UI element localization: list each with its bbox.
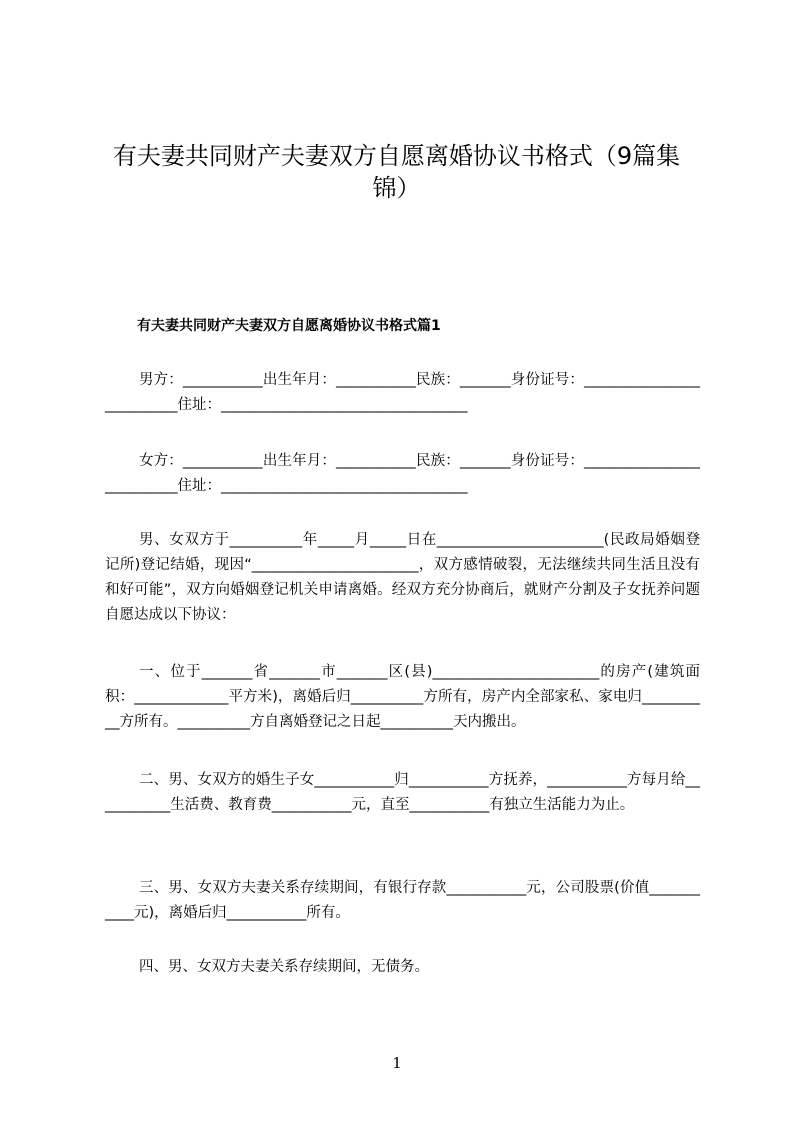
savings-clause: 三、男、女双方夫妻关系存续期间，有银行存款___________元，公司股票(价值___________元)，离婚后归___________所有。 [105,880,700,921]
page-number: 1 [392,1054,402,1072]
property-clause: 一、位于_______省_______市_______区(县)_______________________的房产(建筑面积：_____________平方米)，离婚后归__________方所有，房产内全部家私、家电归__________方所有。__________方自离婚登记之日起__________天内搬出。 [105,664,700,730]
male-party-info: 男方：___________出生年月：___________民族：_______身份证号：__________________________住址：__________________________________ [105,372,700,413]
debt-clause: 四、男、女双方夫妻关系存续期间，无债务。 [139,959,429,975]
marriage-registration-paragraph: 男、女双方于__________年_____月_____日在_______________________(民政局婚姻登记所)登记结婚，现因“_______________________，双方感情破裂，无法继续共同生活且没有和好可能”，双方向婚姻登记机关申请离婚。经双方充分协商后，就财产分割及子女抚养问题自愿达成以下协议： [105,532,700,623]
document-title: 有夫妻共同财产夫妻双方自愿离婚协议书格式（9篇集锦） [112,142,681,202]
section-heading: 有夫妻共同财产夫妻双方自愿离婚协议书格式篇1 [137,318,441,334]
female-party-info: 女方：___________出生年月：___________民族：_______身份证号：__________________________住址：__________________________________ [105,453,700,494]
child-custody-clause: 二、男、女双方的婚生子女___________归___________方抚养，___________方每月给___________生活费、教育费___________元，直至___________有独立生活能力为止。 [105,772,700,813]
